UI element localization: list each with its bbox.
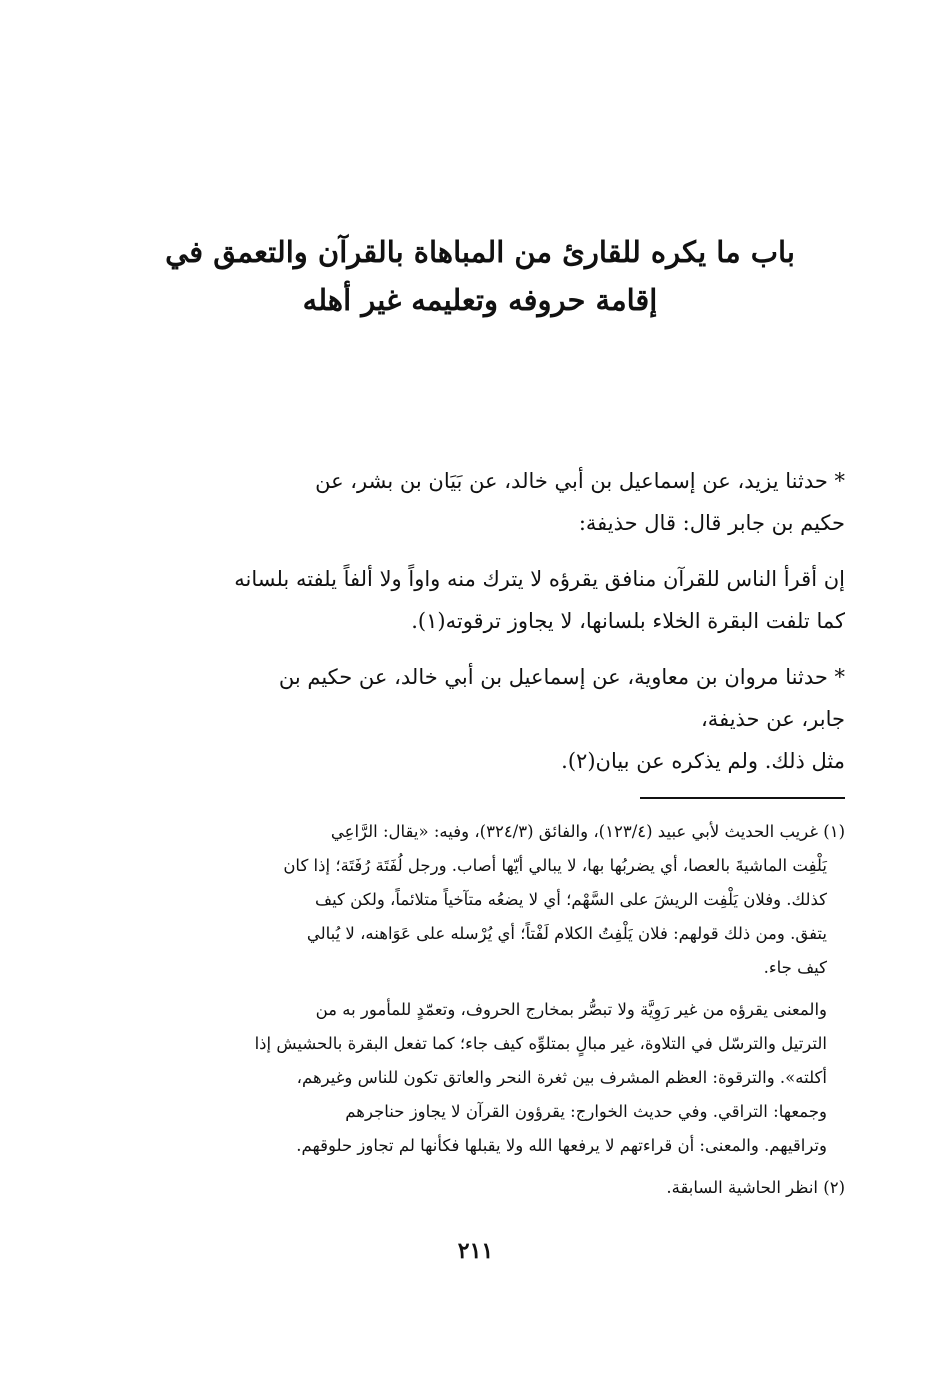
footnote-line: كذلك. وفلان يَلْفِت الريشَ على السَّهْم؛ أي لا يضعُه متآخياً متلائماً، ولكن كيف xyxy=(314,890,827,909)
footnote-line: يَلْفِت الماشيةَ بالعصا، أي يضربُها بها، لا يبالي أيّها أصاب. ورجل لُفَتَة رُفَتَة؛ إذا كان xyxy=(283,856,827,875)
footnote-separator xyxy=(640,797,845,799)
footnote-line: (١) غريب الحديث لأبي عبيد (١٢٣/٤)، والفائق (٣٢٤/٣)، وفيه: «يقال: الرَّاعِي xyxy=(330,822,845,841)
text-line: كما تلفت البقرة الخلاء بلسانها، لا يجاوز ترقوته(١). xyxy=(411,609,845,633)
footnote-line: أكلته». والترقوة: العظم المشرف بين ثغرة النحر والعاتق تكون للناس وغيرهم، xyxy=(296,1068,827,1087)
text-line: * حدثنا مروان بن معاوية، عن إسماعيل بن أبي خالد، عن حكيم بن xyxy=(278,665,845,689)
footnote-1 xyxy=(140,815,845,985)
footnote-2 xyxy=(140,1171,845,1205)
chapter-title xyxy=(130,228,830,324)
page-number: ٢١١ xyxy=(457,1238,494,1264)
footnote-line: يتفق. ومن ذلك قولهم: فلان يَلْفِتُ الكلام لَفْتاً؛ أي يُرْسله على عَوَاهنه، لا يُبالي xyxy=(306,924,827,943)
footnote-line: كيف جاء. xyxy=(763,958,827,977)
text-line: حكيم بن جابر قال: قال حذيفة: xyxy=(578,511,845,535)
text-line: إن أقرأ الناس للقرآن منافق يقرؤه لا يترك منه واواً ولا ألفاً يلفته بلسانه xyxy=(234,567,845,591)
footnote-line: (٢) انظر الحاشية السابقة. xyxy=(666,1178,845,1197)
hadith-matn-1 xyxy=(140,558,845,642)
footnote-line: والمعنى يقرؤه من غير رَوِيَّة ولا تبصُّر بمخارج الحروف، وتعمّدٍ للمأمور به من xyxy=(315,1000,827,1019)
footnote-line: وتراقيهم. والمعنى: أن قراءتهم لا يرفعها الله ولا يقبلها فكأنها لم تجاوز حلوقهم. xyxy=(296,1136,827,1155)
main-text xyxy=(140,460,845,796)
footnote-line: الترتيل والترسّل في التلاوة، غير مبالٍ بمتلوِّه كيف جاء؛ كما تفعل البقرة بالحشيش إذا xyxy=(254,1034,827,1053)
footnote-1-continued xyxy=(140,993,845,1163)
chapter-title-line-2: إقامة حروفه وتعليمه غير أهله xyxy=(302,283,658,317)
chapter-title-line-1: باب ما يكره للقارئ من المباهاة بالقرآن والتعمق في xyxy=(165,235,795,269)
text-line: * حدثنا يزيد، عن إسماعيل بن أبي خالد، عن بَيَان بن بشر، عن xyxy=(315,469,845,493)
text-line: جابر، عن حذيفة، xyxy=(701,707,845,731)
footnote-line: وجمعها: التراقي. وفي حديث الخوارج: يقرؤون القرآن لا يجاوز حناجرهم xyxy=(345,1102,827,1121)
hadith-isnad-2 xyxy=(140,656,845,782)
hadith-isnad-1 xyxy=(140,460,845,544)
footnotes xyxy=(140,815,845,1213)
text-line: مثل ذلك. ولم يذكره عن بيان(٢). xyxy=(561,749,845,773)
